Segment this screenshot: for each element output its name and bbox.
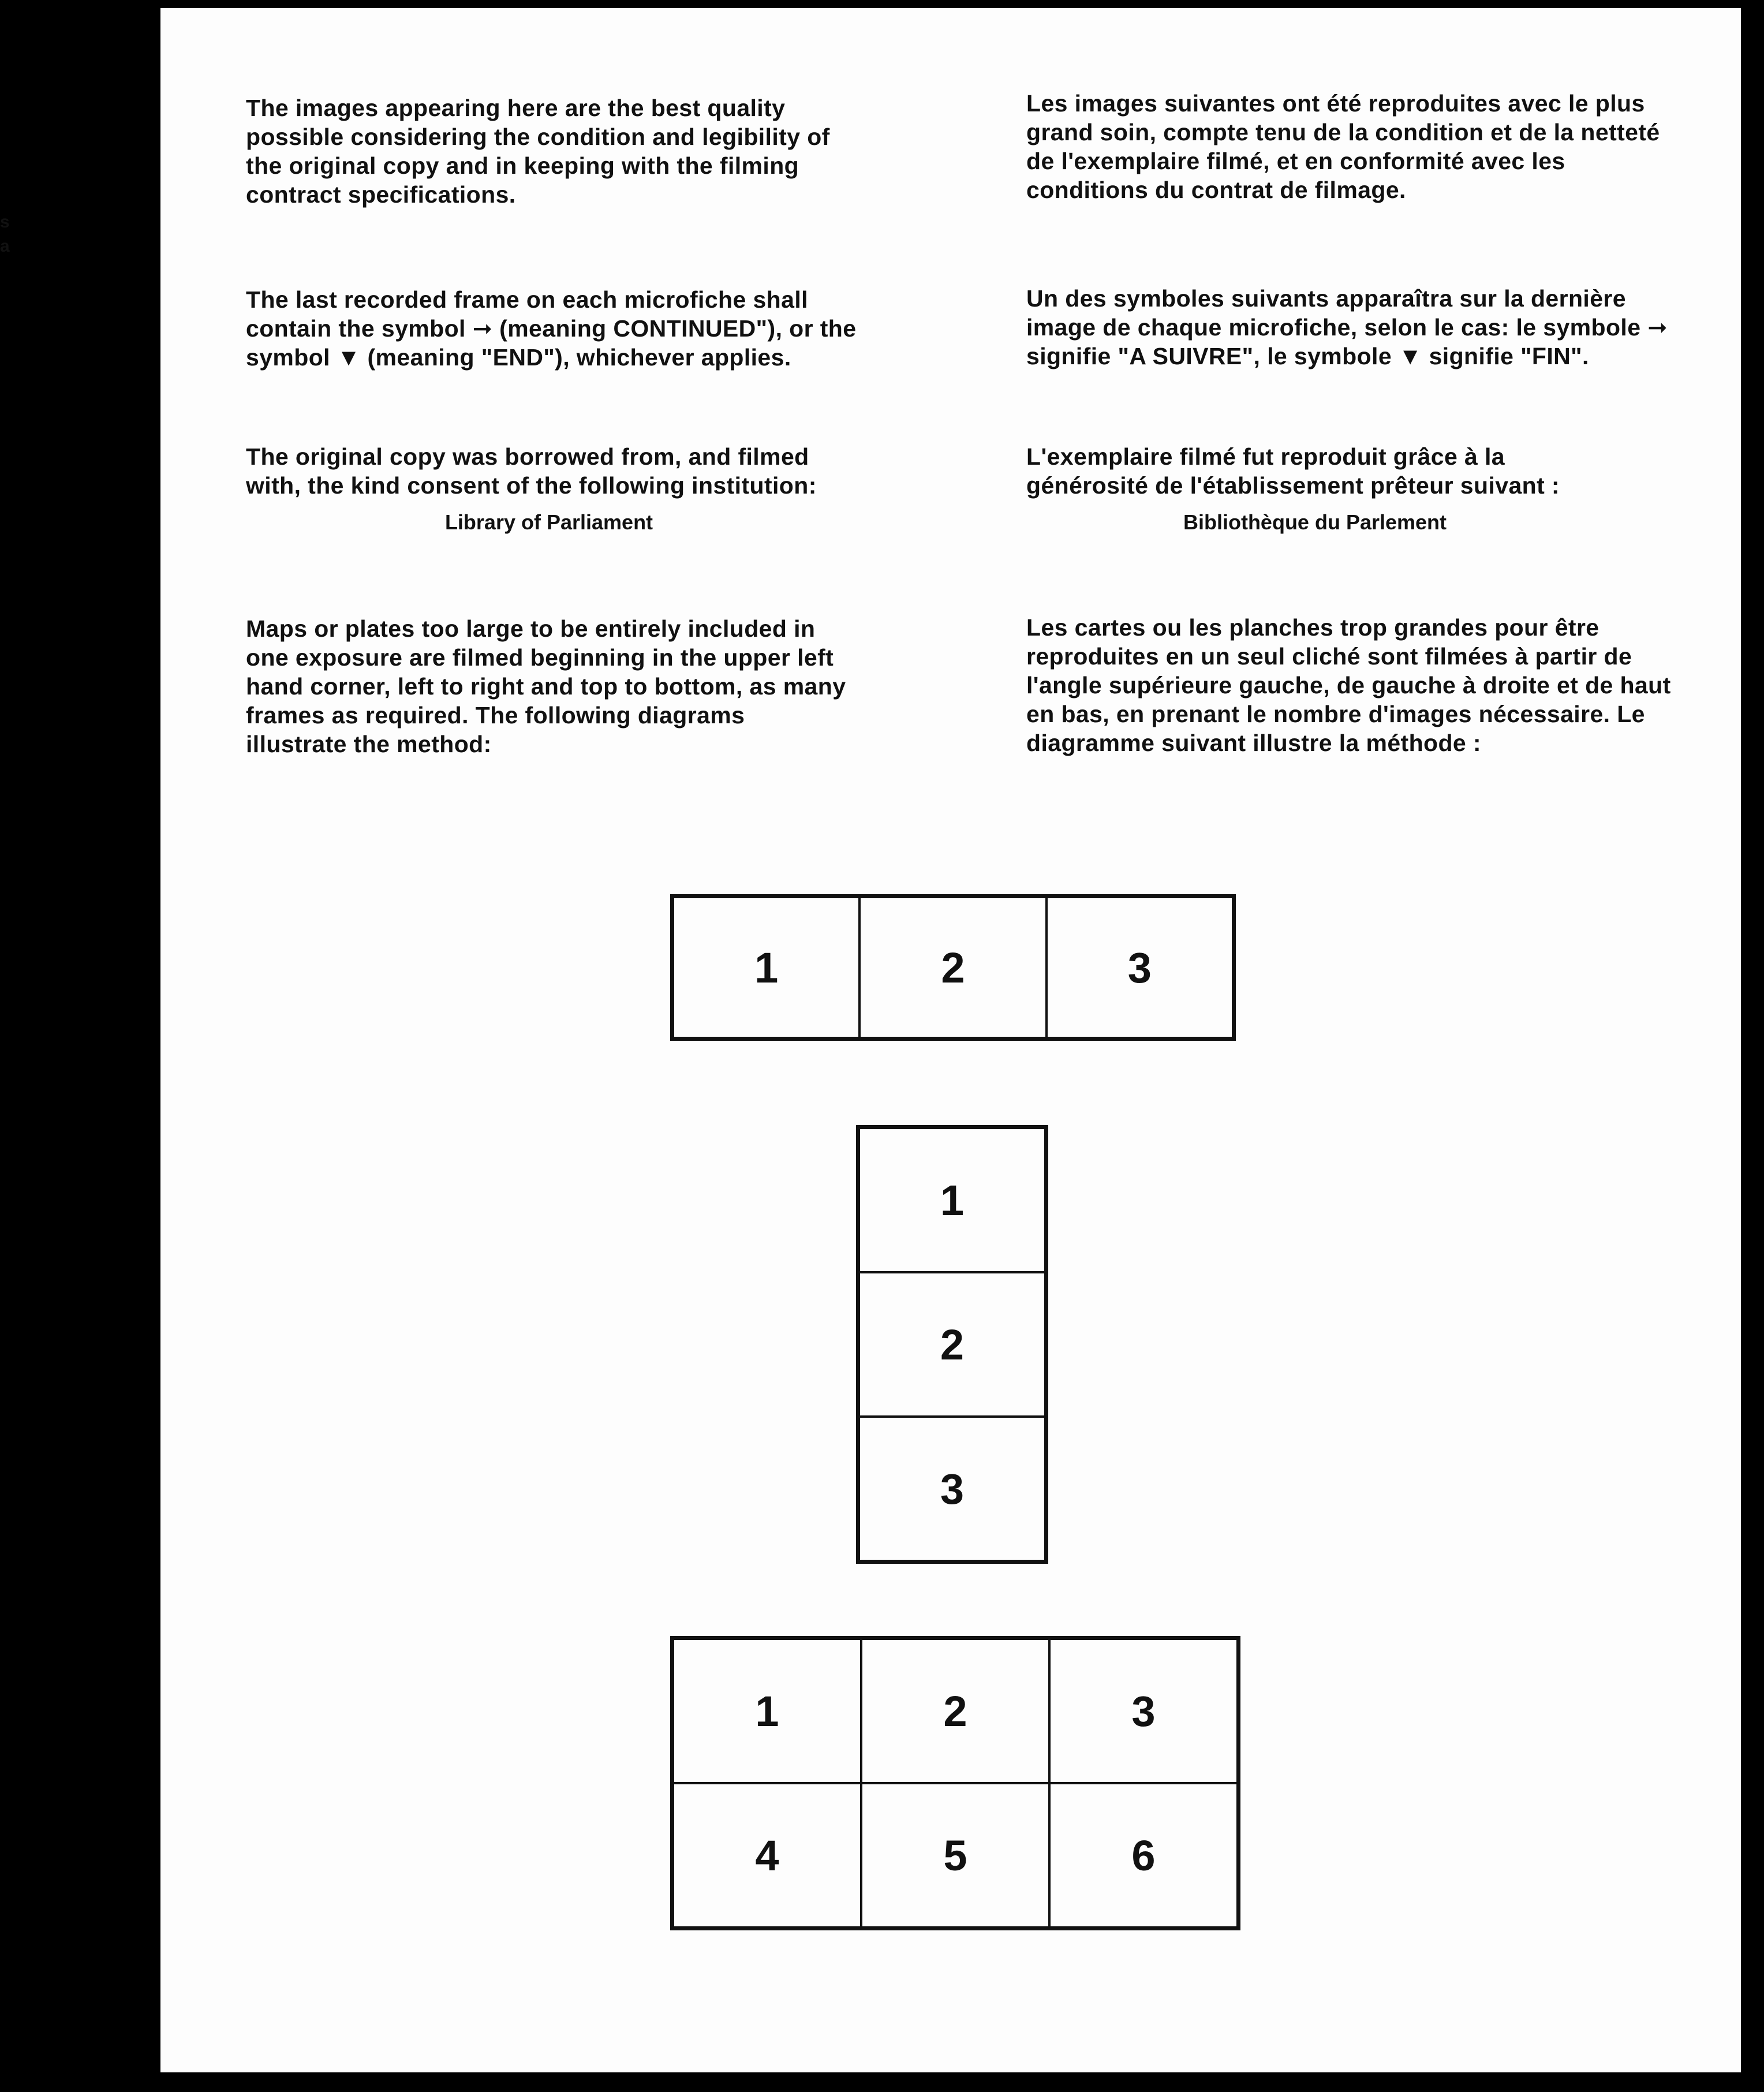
diagram-row-cell: 3 bbox=[1047, 897, 1233, 1038]
french-paragraph-quality: Les images suivantes ont été reproduites avec le plus grand soin, compte tenu de la condition et de la netteté de l'exemplaire filmé, et en conformité avec les conditions du contrat de filmage. bbox=[1026, 90, 1660, 203]
english-paragraph-institution: The original copy was borrowed from, and filmed with, the kind consent of the following institution: bbox=[246, 443, 817, 499]
diagram-column-cell: 2 bbox=[859, 1272, 1045, 1417]
diagram-grid-cell: 1 bbox=[673, 1639, 861, 1783]
french-institution-name: Bibliothèque du Parlement bbox=[1183, 510, 1447, 534]
diagram-row-cell: 1 bbox=[673, 897, 859, 1038]
diagram-row-cell: 2 bbox=[859, 897, 1046, 1038]
diagram-grid-two-by-three bbox=[670, 1636, 1240, 1930]
english-paragraph-quality: The images appearing here are the best quality possible considering the condition and legibility of the original copy and in keeping with the filming contract specifications. bbox=[246, 95, 830, 208]
diagram-grid-cell: 4 bbox=[673, 1783, 861, 1927]
french-paragraph-institution: L'exemplaire filmé fut reproduit grâce à la générosité de l'établissement prêteur suivant : bbox=[1026, 443, 1560, 499]
document-page bbox=[160, 8, 1741, 2072]
edge-mark-a: a bbox=[0, 237, 10, 256]
diagram-grid-cell: 5 bbox=[861, 1783, 1049, 1927]
english-paragraph-symbols: The last recorded frame on each microfiche shall contain the symbol ➞ (meaning CONTINUED"), or the symbol ▼ (meaning "END"), whichever applies. bbox=[246, 286, 857, 371]
diagram-column-of-three bbox=[856, 1125, 1048, 1564]
french-paragraph-symbols: Un des symboles suivants apparaîtra sur la dernière image de chaque microfiche, selon le cas: le symbole ➞ signifie "A SUIVRE", le symbole ▼ signifie "FIN". bbox=[1026, 285, 1668, 369]
english-paragraph-method: Maps or plates too large to be entirely included in one exposure are filmed beginning in the upper left hand corner, left to right and top to bottom, as many frames as required. The following diagrams illustrate the method: bbox=[246, 615, 846, 757]
diagram-column-cell: 3 bbox=[859, 1417, 1045, 1561]
french-paragraph-institution-block bbox=[1026, 442, 1604, 537]
diagram-grid-cell: 2 bbox=[861, 1639, 1049, 1783]
english-institution-name: Library of Parliament bbox=[444, 510, 653, 534]
french-paragraph-method: Les cartes ou les planches trop grandes pour être reproduites en un seul cliché sont filmées à partir de l'angle supérieure gauche, de gauche à droite et de haut en bas, en prenant le nombre d'images nécessaire. Le diagramme suivant illustre la méthode : bbox=[1026, 614, 1671, 756]
english-paragraph-institution-block bbox=[246, 442, 852, 537]
edge-mark-s: s bbox=[0, 212, 10, 231]
diagram-row-of-three bbox=[670, 894, 1236, 1041]
diagram-grid-cell: 3 bbox=[1049, 1639, 1238, 1783]
diagram-column-cell: 1 bbox=[859, 1128, 1045, 1272]
diagram-grid-cell: 6 bbox=[1049, 1783, 1238, 1927]
